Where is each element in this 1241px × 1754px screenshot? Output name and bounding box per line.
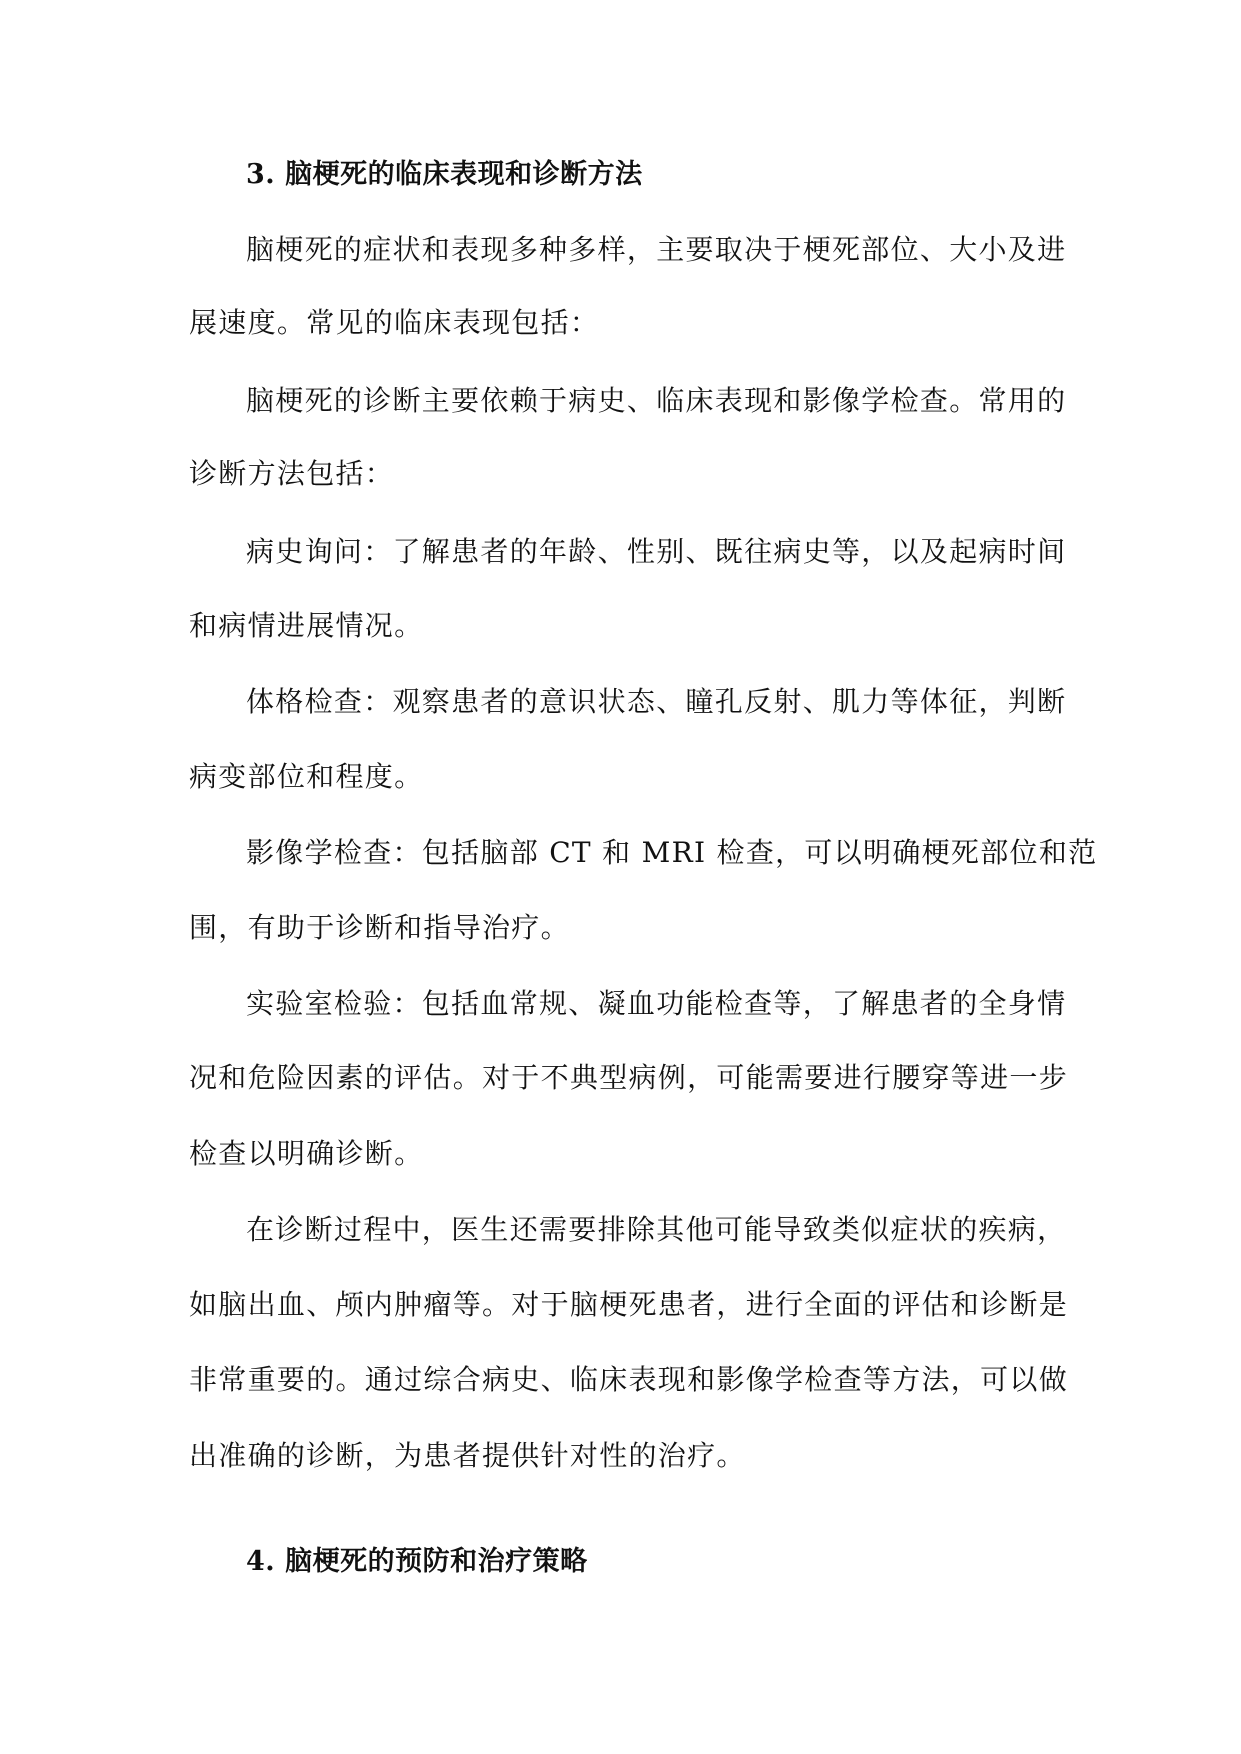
paragraph-line: 如脑出血、颅内肿瘤等。对于脑梗死患者，进行全面的评估和诊断是 <box>189 1288 1069 1321</box>
paragraph-line: 和病情进展情况。 <box>189 609 424 642</box>
paragraph-line: 实验室检验：包括血常规、凝血功能检查等，了解患者的全身情 <box>246 987 1067 1020</box>
paragraph-line: 病变部位和程度。 <box>189 760 424 793</box>
paragraph-line: 况和危险因素的评估。对于不典型病例，可能需要进行腰穿等进一步 <box>189 1061 1069 1094</box>
paragraph-line: 展速度。常见的临床表现包括： <box>189 306 600 339</box>
paragraph-line: 出准确的诊断，为患者提供针对性的治疗。 <box>189 1439 746 1472</box>
paragraph-line: 在诊断过程中，医生还需要排除其他可能导致类似症状的疾病， <box>246 1213 1067 1246</box>
section-3-heading: 3. 脑梗死的临床表现和诊断方法 <box>246 159 643 190</box>
paragraph-line: 影像学检查：包括脑部 CT 和 MRI 检查，可以明确梗死部位和范 <box>246 836 1098 869</box>
paragraph-line: 检查以明确诊断。 <box>189 1137 424 1170</box>
paragraph-line: 诊断方法包括： <box>189 457 395 490</box>
paragraph-line: 脑梗死的诊断主要依赖于病史、临床表现和影像学检查。常用的 <box>246 384 1067 417</box>
paragraph-line: 病史询问：了解患者的年龄、性别、既往病史等，以及起病时间 <box>246 535 1067 568</box>
paragraph-line: 非常重要的。通过综合病史、临床表现和影像学检查等方法，可以做 <box>189 1363 1069 1396</box>
paragraph-line: 脑梗死的症状和表现多种多样，主要取决于梗死部位、大小及进 <box>246 233 1067 266</box>
paragraph-line: 体格检查：观察患者的意识状态、瞳孔反射、肌力等体征，判断 <box>246 685 1067 718</box>
paragraph-line: 围，有助于诊断和指导治疗。 <box>189 911 570 944</box>
section-4-heading: 4. 脑梗死的预防和治疗策略 <box>246 1546 588 1577</box>
